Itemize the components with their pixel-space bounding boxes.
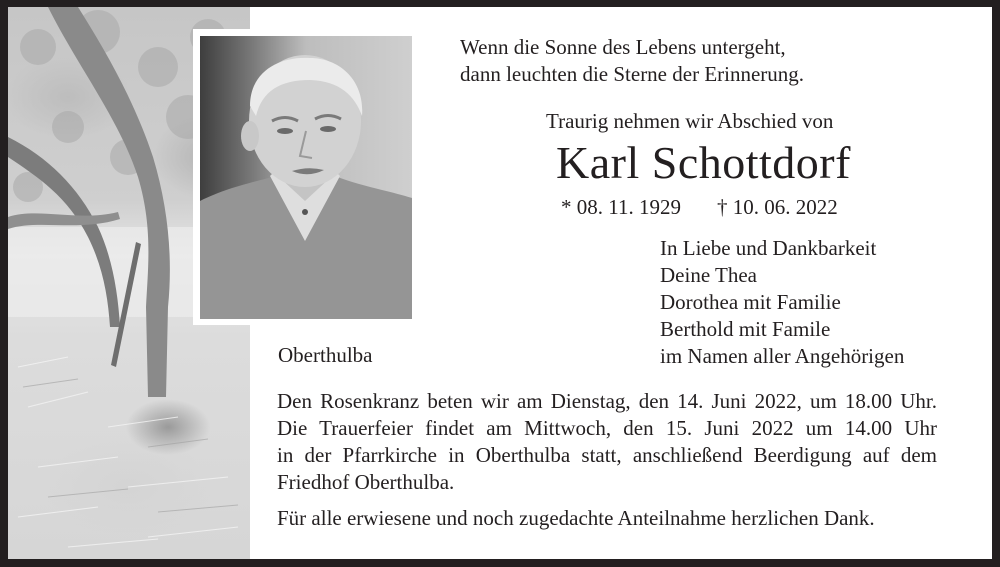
mourner-line: Berthold mit Famile xyxy=(660,317,831,341)
service-line: Den Rosenkranz beten wir am Dienstag, den 14. Juni 2022, um 18.00 Uhr. xyxy=(277,389,937,413)
death-date: † 10. 06. 2022 xyxy=(716,195,838,219)
mourners-list xyxy=(660,235,904,370)
service-line: Die Trauerfeier findet am Mittwoch, den 15. Juni 2022 um 14.00 Uhr xyxy=(277,416,937,440)
service-line: in der Pfarrkirche in Oberthulba statt, anschließend Beerdigung auf dem xyxy=(277,443,937,467)
service-details xyxy=(277,388,937,496)
motto xyxy=(460,34,804,88)
place-name: Oberthulba xyxy=(278,343,373,367)
mourner-line: im Namen aller Angehörigen xyxy=(660,344,905,368)
portrait-photo xyxy=(200,36,412,319)
thanks-text: Für alle erwiesene und noch zugedachte Anteilnahme herzlichen Dank. xyxy=(277,506,875,530)
birth-date: * 08. 11. 1929 xyxy=(561,195,681,219)
intro-text: Traurig nehmen wir Abschied von xyxy=(546,109,834,133)
mourner-line: Deine Thea xyxy=(660,263,757,287)
service-line: Friedhof Oberthulba. xyxy=(277,470,455,494)
obituary-notice xyxy=(8,7,992,559)
portrait-figure xyxy=(200,36,412,319)
motto-line: dann leuchten die Sterne der Erinnerung. xyxy=(460,62,805,86)
life-dates xyxy=(561,197,838,218)
motto-line: Wenn die Sonne des Lebens untergeht, xyxy=(460,35,786,59)
mourner-line: Dorothea mit Familie xyxy=(660,290,841,314)
deceased-name: Karl Schottdorf xyxy=(556,137,851,188)
mourner-line: In Liebe und Dankbarkeit xyxy=(660,236,877,260)
